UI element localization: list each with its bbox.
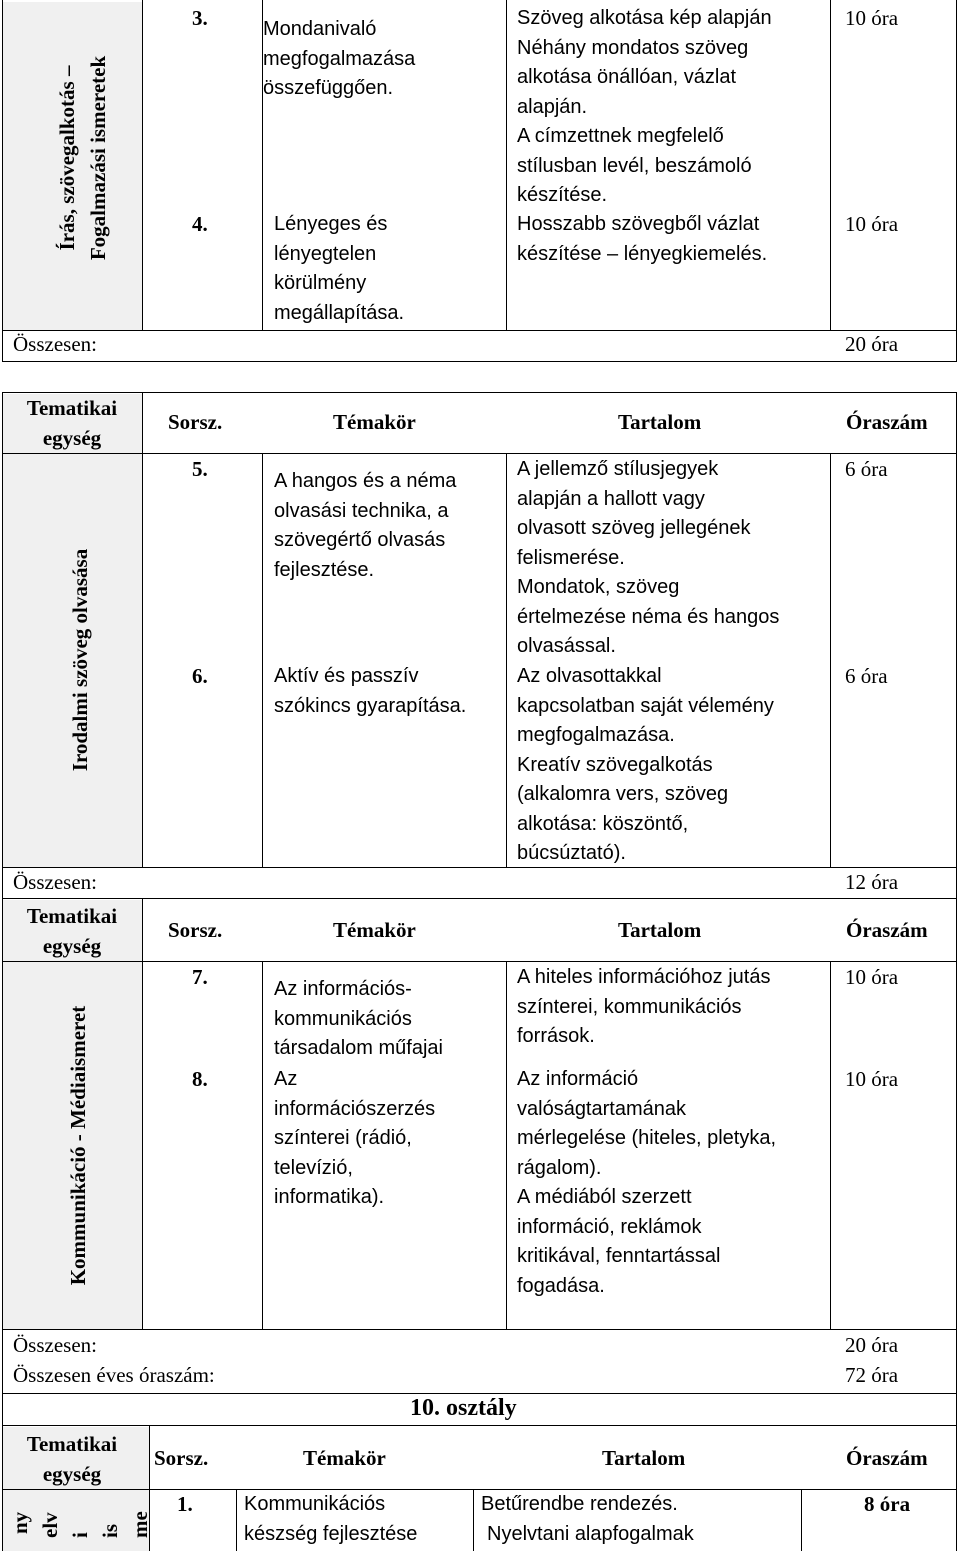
unit-title-clipped [3,1490,152,1551]
unit-title-literary-reading: Irodalmi szöveg olvasása [68,548,92,772]
content-cell: Betűrendbe rendezés. Nyelvtani alapfogalmak [481,1493,694,1545]
total-label: Összesen: [13,1333,97,1357]
total-label: Összesen: [13,332,97,356]
topic-cell: Lényeges és lényegtelen körülmény megállapítása. [274,213,405,324]
topic-cell: Mondanivaló megfogalmazása összefüggően. [263,18,416,99]
header-unit: Tematikai egység [26,396,118,450]
topic-cell: Kommunikációs készség fejlesztése [244,1493,418,1545]
row-number: 5. [192,457,208,481]
content-cell: Hosszabb szövegből vázlat készítése – lényegkiemelés. [517,213,768,265]
content-cell: Szöveg alkotása kép alapján Néhány mondatos szöveg alkotása önállóan, vázlat alapján. A címzettnek megfelelő stílusban levél, beszámoló készítése. [517,7,772,206]
header-content: Tartalom [618,918,702,942]
row-number: 3. [192,6,208,30]
total-label: Összesen: [13,870,97,894]
topic-cell: A hangos és a néma olvasási technika, a szövegértő olvasás fejlesztése. [274,470,457,581]
header-number: Sorsz. [168,410,223,434]
total-hours: 12 óra [845,870,899,894]
unit-fragment: i [68,1532,92,1538]
header-number: Sorsz. [154,1446,209,1470]
unit-fragment: ny [8,1511,32,1534]
content-cell: A jellemző stílusjegyek alapján a hallott vagy olvasott szöveg jellegének felismerése. Mondatok, szöveg értelmezése néma és hangos olvasással. [517,458,780,657]
header-number: Sorsz. [168,918,223,942]
row-number: 7. [192,965,208,989]
header-hours: Óraszám [846,918,928,942]
unit-fragment: me [128,1511,152,1538]
hours-cell: 6 óra [845,457,888,481]
content-cell: Az információ valóságtartamának mérlegelése (hiteles, pletyka, rágalom). A médiából szerzett információ, reklámok kritikával, fenntartással fogadása. [517,1068,777,1297]
unit-title-communication-media: Kommunikáció - Médiaismeret [66,1005,90,1286]
topic-cell: Az információs- kommunikációs társadalom műfajai [274,978,443,1059]
header-unit: Tematikai egység [26,1432,118,1486]
header-topic: Témakör [333,410,416,434]
hours-cell: 6 óra [845,664,888,688]
row-number: 6. [192,664,208,688]
unit-title-writing: Írás, szövegalkotás – Fogalmazási ismeretek [55,55,110,261]
header-content: Tartalom [602,1446,686,1470]
header-topic: Témakör [333,918,416,942]
content-cell: A hiteles információhoz jutás színterei, kommunikációs források. [517,966,771,1047]
hours-cell: 10 óra [845,1067,899,1091]
hours-cell: 10 óra [845,965,899,989]
topic-cell: Aktív és passzív szókincs gyarapítása. [274,665,467,717]
unit-fragment: is [98,1523,122,1538]
header-topic: Témakör [303,1446,386,1470]
hours-cell: 10 óra [845,212,899,236]
row-number: 4. [192,212,208,236]
unit-fragment: elv [38,1512,62,1538]
header-content: Tartalom [618,410,702,434]
total-hours: 20 óra [845,332,899,356]
header-hours: Óraszám [846,410,928,434]
hours-cell: 8 óra [864,1492,911,1516]
topic-cell: Az információszerzés színterei (rádió, televízió, informatika). [274,1068,436,1208]
grade-heading: 10. osztály [410,1395,517,1421]
header-unit: Tematikai egység [26,904,118,958]
content-cell: Az olvasottakkal kapcsolatban saját vélemény megfogalmazása. Kreatív szövegalkotás (alkalomra vers, szöveg alkotása: köszöntő, búcsúztató). [517,665,774,864]
yearly-total-hours: 72 óra [845,1363,899,1387]
row-number: 1. [177,1492,193,1516]
header-hours: Óraszám [846,1446,928,1470]
total-hours: 20 óra [845,1333,899,1357]
row-number: 8. [192,1067,208,1091]
hours-cell: 10 óra [845,6,899,30]
yearly-total-label: Összesen éves óraszám: [13,1363,215,1387]
